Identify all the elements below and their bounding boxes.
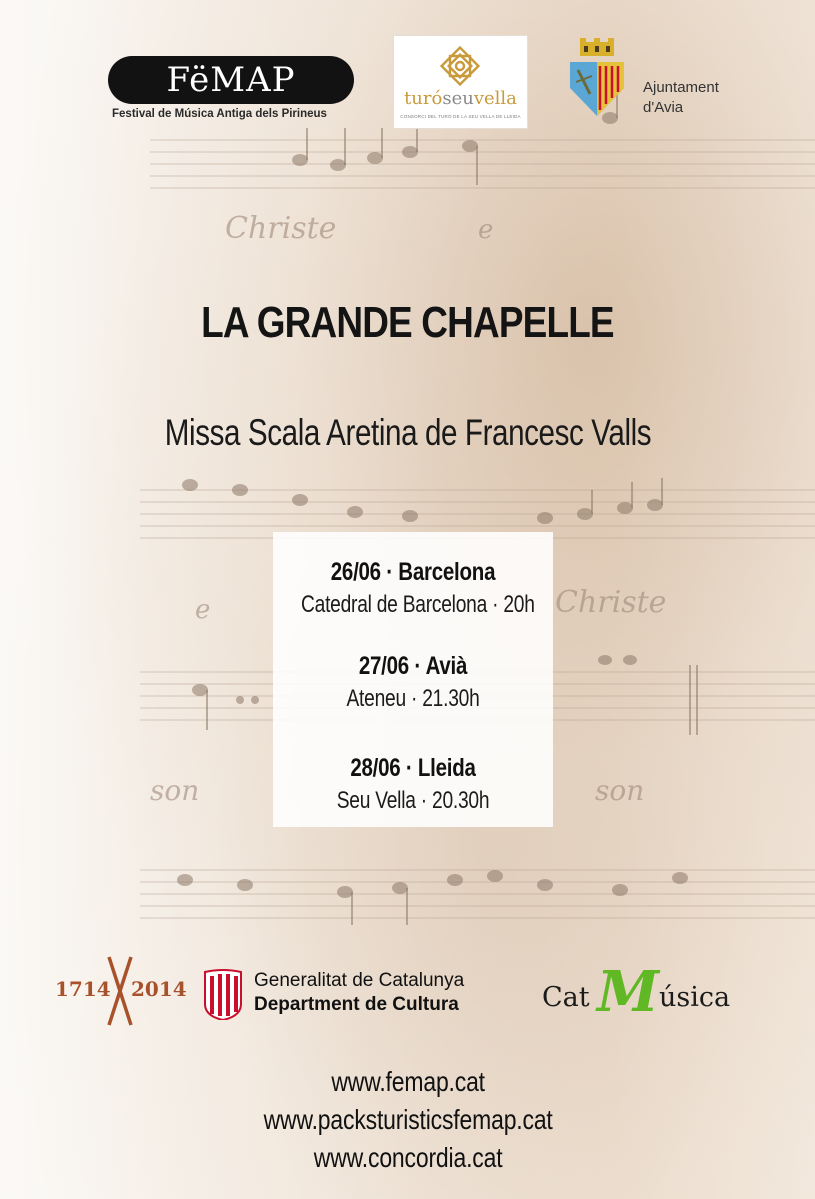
avia-line1: Ajuntament xyxy=(643,79,719,96)
avia-label xyxy=(643,78,719,118)
turo-name-part2: seu xyxy=(442,88,474,109)
femap-logo-text: FëMAP xyxy=(166,60,296,100)
avia-line2: d'Avia xyxy=(643,99,684,116)
concert-date-location: 26/06 · Barcelona xyxy=(330,558,496,586)
concert-venue-time: Ateneu · 21.30h xyxy=(346,685,480,712)
lyric-e-middle: e xyxy=(195,595,211,625)
generalitat-shield-icon xyxy=(203,968,243,1020)
url-packs-turistics[interactable]: www.packsturisticsfemap.cat xyxy=(263,1104,553,1135)
catmusica-m-mark: M xyxy=(597,959,659,1025)
turo-name-part3: vella xyxy=(473,88,517,109)
concert-venue-time: Catedral de Barcelona · 20h xyxy=(301,591,535,618)
concert-item xyxy=(273,652,553,713)
turo-name xyxy=(394,88,527,109)
lyric-e-top: e xyxy=(478,215,494,245)
lyric-christe-top: Christe xyxy=(225,211,337,246)
url-concordia[interactable]: www.concordia.cat xyxy=(313,1142,503,1173)
concert-venue-time: Seu Vella · 20.30h xyxy=(336,787,490,814)
femap-subtitle: Festival de Música Antiga dels Pirineus xyxy=(112,108,327,120)
catmusica-prefix: Cat xyxy=(542,982,590,1013)
avia-crest-icon xyxy=(566,38,628,120)
staff-lines-bottom xyxy=(140,870,815,918)
concerts-box xyxy=(273,532,553,827)
catmusica-logo xyxy=(542,960,757,1026)
turo-seu-vella-logo xyxy=(393,35,528,129)
concert-date-location: 28/06 · Lleida xyxy=(350,754,476,782)
lyric-christe-middle: Christe xyxy=(555,585,667,620)
lyric-son-left: son xyxy=(150,774,200,807)
event-subtitle: Missa Scala Aretina de Francesc Valls xyxy=(164,412,652,453)
turo-name-part1: turó xyxy=(404,88,443,109)
concert-item xyxy=(273,754,553,815)
url-femap[interactable]: www.femap.cat xyxy=(331,1066,485,1097)
staff-lines-middle xyxy=(140,490,815,538)
lyric-son-right: son xyxy=(595,774,645,807)
event-title: LA GRANDE CHAPELLE xyxy=(201,298,614,347)
turo-tagline: CONSORCI DEL TURÓ DE LA SEU VELLA DE LLEIDA xyxy=(400,114,521,119)
anniversary-year-left: 1714 xyxy=(55,977,111,1001)
turo-knot-icon xyxy=(438,44,482,88)
femap-logo xyxy=(108,56,354,104)
catmusica-suffix: úsica xyxy=(659,982,731,1013)
staff-lines-top xyxy=(150,140,815,188)
generalitat-name: Generalitat de Catalunya xyxy=(254,970,465,991)
notes-bottom xyxy=(177,870,688,925)
notes-middle xyxy=(182,478,663,524)
anniversary-1714-2014-logo xyxy=(55,955,191,1027)
generalitat-department: Department de Cultura xyxy=(254,994,459,1015)
anniversary-year-right: 2014 xyxy=(131,977,187,1001)
concert-item xyxy=(273,558,553,619)
concert-date-location: 27/06 · Avià xyxy=(358,652,468,680)
